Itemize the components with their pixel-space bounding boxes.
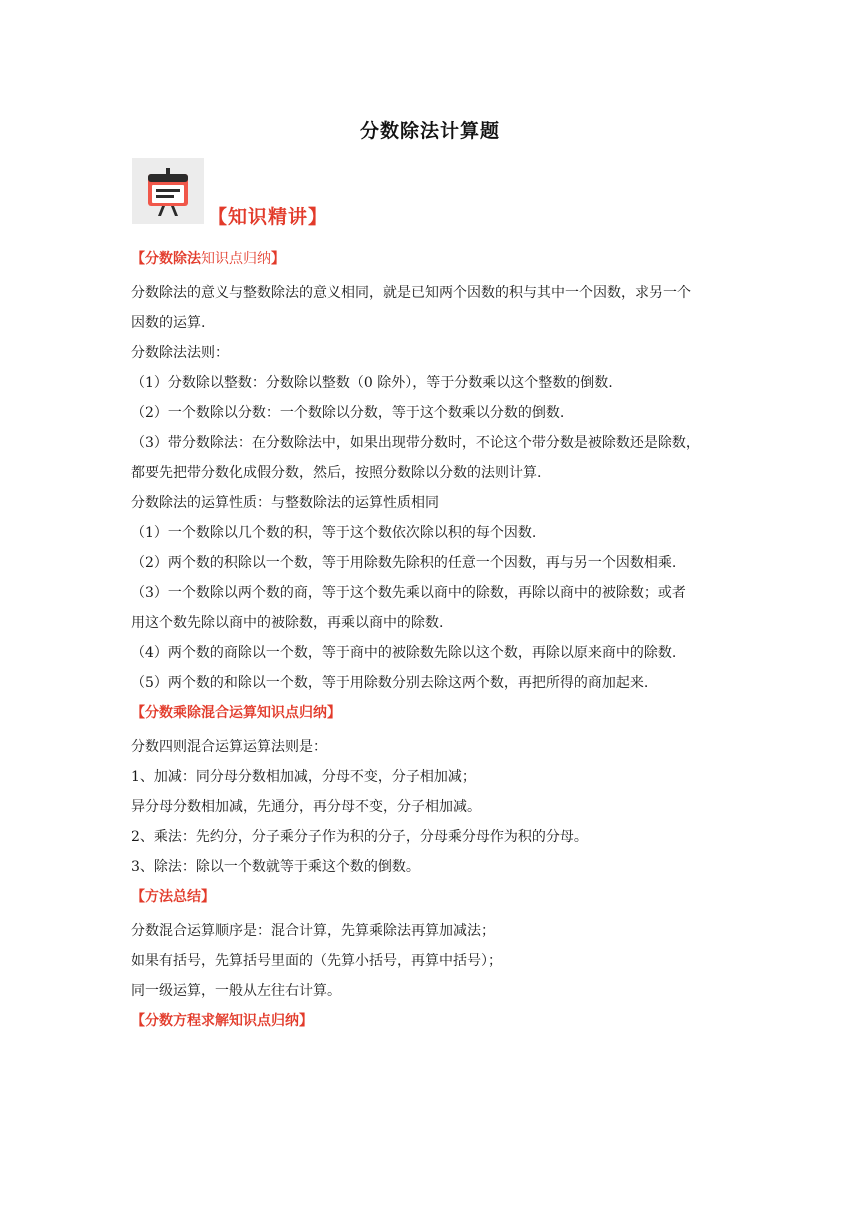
heading-part-thin: 知识点归纳 [201, 251, 271, 267]
paragraph-line: 异分母分数相加减，先通分，再分母不变，分子相加减。 [131, 799, 481, 815]
section-heading-equations: 【分数方程求解知识点归纳】 [131, 1013, 313, 1029]
knowledge-badge [132, 158, 347, 230]
paragraph-line: 3、除法：除以一个数就等于乘这个数的倒数。 [131, 859, 420, 875]
paragraph-line: 如果有括号，先算括号里面的（先算小括号，再算中括号）； [131, 953, 502, 969]
paragraph-line: 分数除法法则： [131, 345, 229, 361]
property-item: （1）一个数除以几个数的积，等于这个数依次除以积的每个因数. [131, 525, 537, 541]
paragraph-line: 分数四则混合运算运算法则是： [131, 739, 327, 755]
rule-item: 都要先把带分数化成假分数，然后，按照分数除以分数的法则计算. [131, 465, 542, 481]
section-heading-mixed-ops: 【分数乘除混合运算知识点归纳】 [131, 705, 341, 721]
heading-part-bold: 【分数除法 [131, 251, 201, 267]
paragraph-line: 1、加减：同分母分数相加减，分母不变，分子相加减； [131, 769, 476, 785]
section-heading-division [131, 244, 731, 274]
paragraph-line: 分数除法的意义与整数除法的意义相同，就是已知两个因数的积与其中一个因数，求另一个 [131, 285, 691, 301]
property-item: 用这个数先除以商中的被除数，再乘以商中的除数. [131, 615, 444, 631]
property-item: （3）一个数除以两个数的商，等于这个数先乘以商中的除数，再除以商中的被除数；或者 [131, 585, 686, 601]
heading-part-end: 】 [271, 251, 285, 267]
paragraph-line: 分数混合运算顺序是：混合计算，先算乘除法再算加减法； [131, 923, 495, 939]
property-item: （5）两个数的和除以一个数，等于用除数分别去除这两个数，再把所得的商加起来. [131, 675, 649, 691]
paragraph-line: 分数除法的运算性质：与整数除法的运算性质相同 [131, 495, 439, 511]
paragraph-line: 同一级运算，一般从左往右计算。 [131, 983, 341, 999]
badge-label: 【知识精讲】 [208, 206, 329, 228]
property-item: （4）两个数的商除以一个数，等于商中的被除数先除以这个数，再除以原来商中的除数. [131, 645, 677, 661]
rule-item: （3）带分数除法：在分数除法中，如果出现带分数时，不论这个带分数是被除数还是除数， [131, 435, 700, 451]
rule-item: （1）分数除以整数：分数除以整数（0 除外），等于分数乘以这个整数的倒数. [131, 375, 613, 391]
badge-icon-background [132, 158, 204, 224]
rule-item: （2）一个数除以分数：一个数除以分数，等于这个数乘以分数的倒数. [131, 405, 565, 421]
document-body [131, 244, 731, 1036]
chalkboard-icon [142, 166, 194, 218]
page-title: 分数除法计算题 [359, 120, 500, 142]
paragraph-line: 2、乘法：先约分，分子乘分子作为积的分子，分母乘分母作为积的分母。 [131, 829, 588, 845]
paragraph-line: 因数的运算. [131, 315, 206, 331]
property-item: （2）两个数的积除以一个数，等于用除数先除积的任意一个因数，再与另一个因数相乘. [131, 555, 677, 571]
section-heading-method-summary: 【方法总结】 [131, 889, 215, 905]
